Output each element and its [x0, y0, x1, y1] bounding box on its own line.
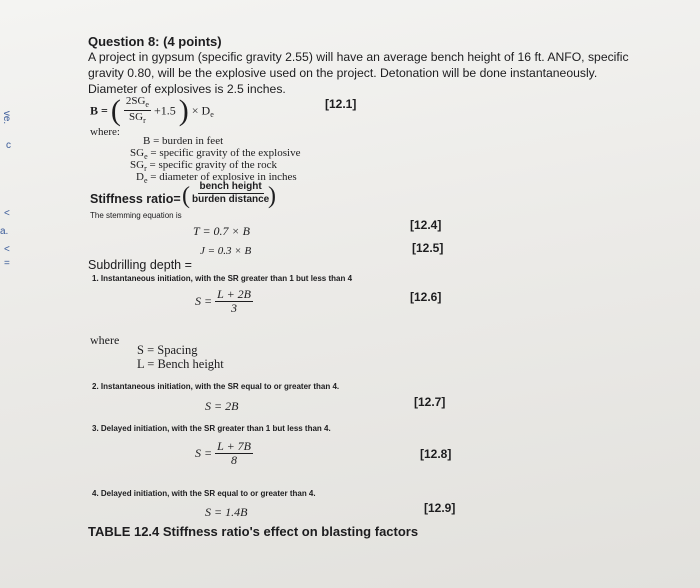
stiffness-left-paren: ( [182, 183, 190, 209]
def-sg-r-sub: r [144, 164, 147, 174]
burden-times: × D [191, 103, 211, 118]
burden-lhs: B = [90, 103, 108, 118]
item-1-numerator: L + 2B [217, 287, 251, 301]
where-2-label: where [90, 333, 120, 347]
burden-numerator: 2SG [125, 95, 146, 108]
def-sg-e-text: = specific gravity of the explosive [147, 147, 301, 159]
item-1-text: 1. Instantaneous initiation, with the SR greater than 1 but less than 4 [92, 274, 353, 283]
burden-fraction [124, 96, 151, 126]
eq-ref-12-6: [12.6] [410, 290, 442, 304]
eq-ref-12-5: [12.5] [412, 241, 444, 255]
eq-ref-12-9: [12.9] [424, 501, 456, 515]
question-line-3: Diameter of explosives is 2.5 inches. [88, 82, 286, 96]
side-mark-2: c [6, 140, 11, 151]
def-de-text: = diameter of explosive in inches [147, 171, 297, 183]
question-title: Question 8: (4 points) [88, 34, 222, 49]
item-2-text: 2. Instantaneous initiation, with the SR equal to or greater than 4. [92, 382, 340, 391]
table-caption: TABLE 12.4 Stiffness ratio's effect on blasting factors [88, 524, 419, 539]
item-3-equation [195, 440, 253, 467]
def-burden: B = burden in feet [143, 135, 224, 147]
question-line-2: gravity 0.80, will be the explosive used on the project. Detonation will be done instantaneously. [88, 66, 598, 80]
burden-tail: +1.5 [153, 103, 176, 118]
subdrilling-equation: J = 0.3 × B [200, 245, 252, 257]
item-3-lhs: S = [195, 445, 213, 460]
burden-times-sub: e [210, 110, 214, 120]
eq-ref-12-1: [12.1] [325, 97, 357, 111]
stemming-equation: T = 0.7 × B [193, 224, 250, 238]
item-4-text: 4. Delayed initiation, with the SR equal to or greater than 4. [92, 489, 316, 498]
item-3-text: 3. Delayed initiation, with the SR greater than 1 but less than 4. [92, 424, 331, 433]
subdrilling-label: Subdrilling depth = [88, 258, 192, 272]
item-1-denominator: 3 [231, 300, 238, 315]
right-paren: ) [178, 94, 189, 127]
stiffness-frac [190, 182, 271, 205]
question-line-1: A project in gypsum (specific gravity 2.55) will have an average bench height of 16 ft. ANFO, specific [88, 50, 629, 64]
burden-equation [90, 96, 214, 126]
where-2-spacing: S = Spacing [137, 343, 198, 357]
where-label: where: [90, 126, 120, 138]
stiffness-right-paren: ) [268, 183, 276, 209]
side-mark-1: ve. [1, 110, 13, 125]
stemming-label: The stemming equation is [90, 211, 182, 220]
left-paren: ( [110, 94, 121, 127]
item-3-numerator: L + 7B [217, 439, 251, 453]
def-sg-r-text: = specific gravity of the rock [146, 159, 277, 171]
stiffness-denominator: burden distance [192, 193, 270, 205]
where-2-bench-height: L = Bench height [137, 357, 224, 371]
eq-ref-12-8: [12.8] [420, 447, 452, 461]
stiffness-label: Stiffness ratio= [90, 192, 181, 206]
side-mark-4: a. [0, 226, 9, 237]
item-1-lhs: S = [195, 293, 213, 308]
burden-denominator: SG [129, 110, 144, 123]
stiffness-numerator: bench height [199, 181, 262, 192]
def-sg-r-symbol: SG [130, 159, 145, 171]
side-mark-6: = [4, 258, 10, 269]
eq-ref-12-4: [12.4] [410, 218, 442, 232]
burden-denominator-sub: r [143, 115, 146, 125]
side-mark-5: < [4, 244, 10, 255]
item-1-fraction [215, 288, 253, 315]
def-sg-e-symbol: SG [130, 147, 145, 159]
item-3-fraction [215, 440, 253, 467]
def-de-sub: e [143, 176, 148, 186]
burden-numerator-sub: e [145, 100, 149, 110]
def-sg-e-sub: e [144, 152, 148, 162]
item-1-equation [195, 288, 253, 315]
item-4-equation: S = 1.4B [205, 505, 248, 519]
item-3-denominator: 8 [231, 452, 238, 467]
item-2-equation: S = 2B [205, 399, 239, 413]
side-mark-3: < [4, 208, 10, 219]
def-de-symbol: D [136, 171, 144, 183]
eq-ref-12-7: [12.7] [414, 395, 446, 409]
